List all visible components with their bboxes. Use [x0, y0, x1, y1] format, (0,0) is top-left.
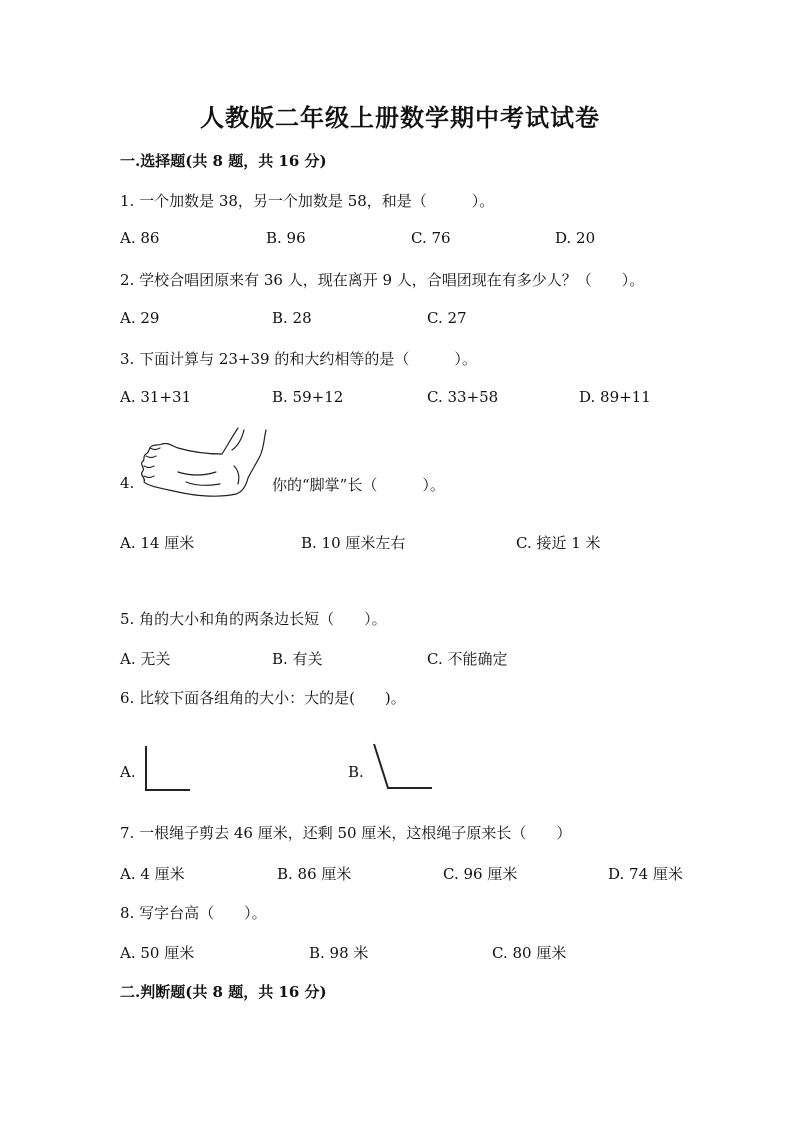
q5-option-b: B. 有关 — [272, 650, 323, 668]
question-3: 3. 下面计算与 23+39 的和大约相等的是（ ）。 — [120, 350, 477, 368]
q4-option-b: B. 10 厘米左右 — [301, 534, 406, 552]
page-title: 人教版二年级上册数学期中考试试卷 — [200, 103, 600, 132]
q1-option-b: B. 96 — [266, 229, 306, 247]
q6-option-a: A. — [120, 763, 136, 781]
q3-option-a: A. 31+31 — [120, 388, 192, 406]
q6-option-b: B. — [348, 763, 364, 781]
obtuse-angle-figure — [370, 742, 436, 794]
q7-option-b: B. 86 厘米 — [277, 865, 352, 883]
q7-option-c: C. 96 厘米 — [443, 865, 518, 883]
q3-option-b: B. 59+12 — [272, 388, 344, 406]
q7-option-d: D. 74 厘米 — [608, 865, 683, 883]
q3-option-d: D. 89+11 — [579, 388, 651, 406]
q8-option-c: C. 80 厘米 — [492, 944, 567, 962]
foot-drawing — [138, 426, 268, 498]
q1-option-c: C. 76 — [411, 229, 451, 247]
q1-option-a: A. 86 — [120, 229, 160, 247]
q4-option-a: A. 14 厘米 — [120, 534, 195, 552]
q5-option-c: C. 不能确定 — [427, 650, 508, 668]
question-7: 7. 一根绳子剪去 46 厘米，还剩 50 厘米，这根绳子原来长（ ） — [120, 824, 572, 842]
question-1: 1. 一个加数是 38，另一个加数是 58，和是（ ）。 — [120, 192, 495, 210]
q8-option-a: A. 50 厘米 — [120, 944, 195, 962]
q2-option-b: B. 28 — [272, 309, 312, 327]
q4-option-c: C. 接近 1 米 — [516, 534, 601, 552]
right-angle-figure — [140, 744, 196, 794]
question-8: 8. 写字台高（ ）。 — [120, 904, 267, 922]
question-4-number: 4. — [120, 474, 135, 492]
q2-option-c: C. 27 — [427, 309, 467, 327]
q7-option-a: A. 4 厘米 — [120, 865, 185, 883]
q8-option-b: B. 98 米 — [309, 944, 369, 962]
q1-option-d: D. 20 — [555, 229, 596, 247]
q5-option-a: A. 无关 — [120, 650, 171, 668]
q3-option-c: C. 33+58 — [427, 388, 499, 406]
question-6: 6. 比较下面各组角的大小：大的是( )。 — [120, 689, 406, 707]
section-heading-choice: 一.选择题(共 8 题，共 16 分) — [120, 152, 327, 170]
section-heading-judgement: 二.判断题(共 8 题，共 16 分) — [120, 983, 327, 1001]
question-2: 2. 学校合唱团原来有 36 人，现在离开 9 人，合唱团现在有多少人？（ ）。 — [120, 271, 645, 289]
question-5: 5. 角的大小和角的两条边长短（ ）。 — [120, 610, 387, 628]
question-4: 你的“脚掌”长（ ）。 — [272, 476, 445, 494]
q2-option-a: A. 29 — [120, 309, 160, 327]
